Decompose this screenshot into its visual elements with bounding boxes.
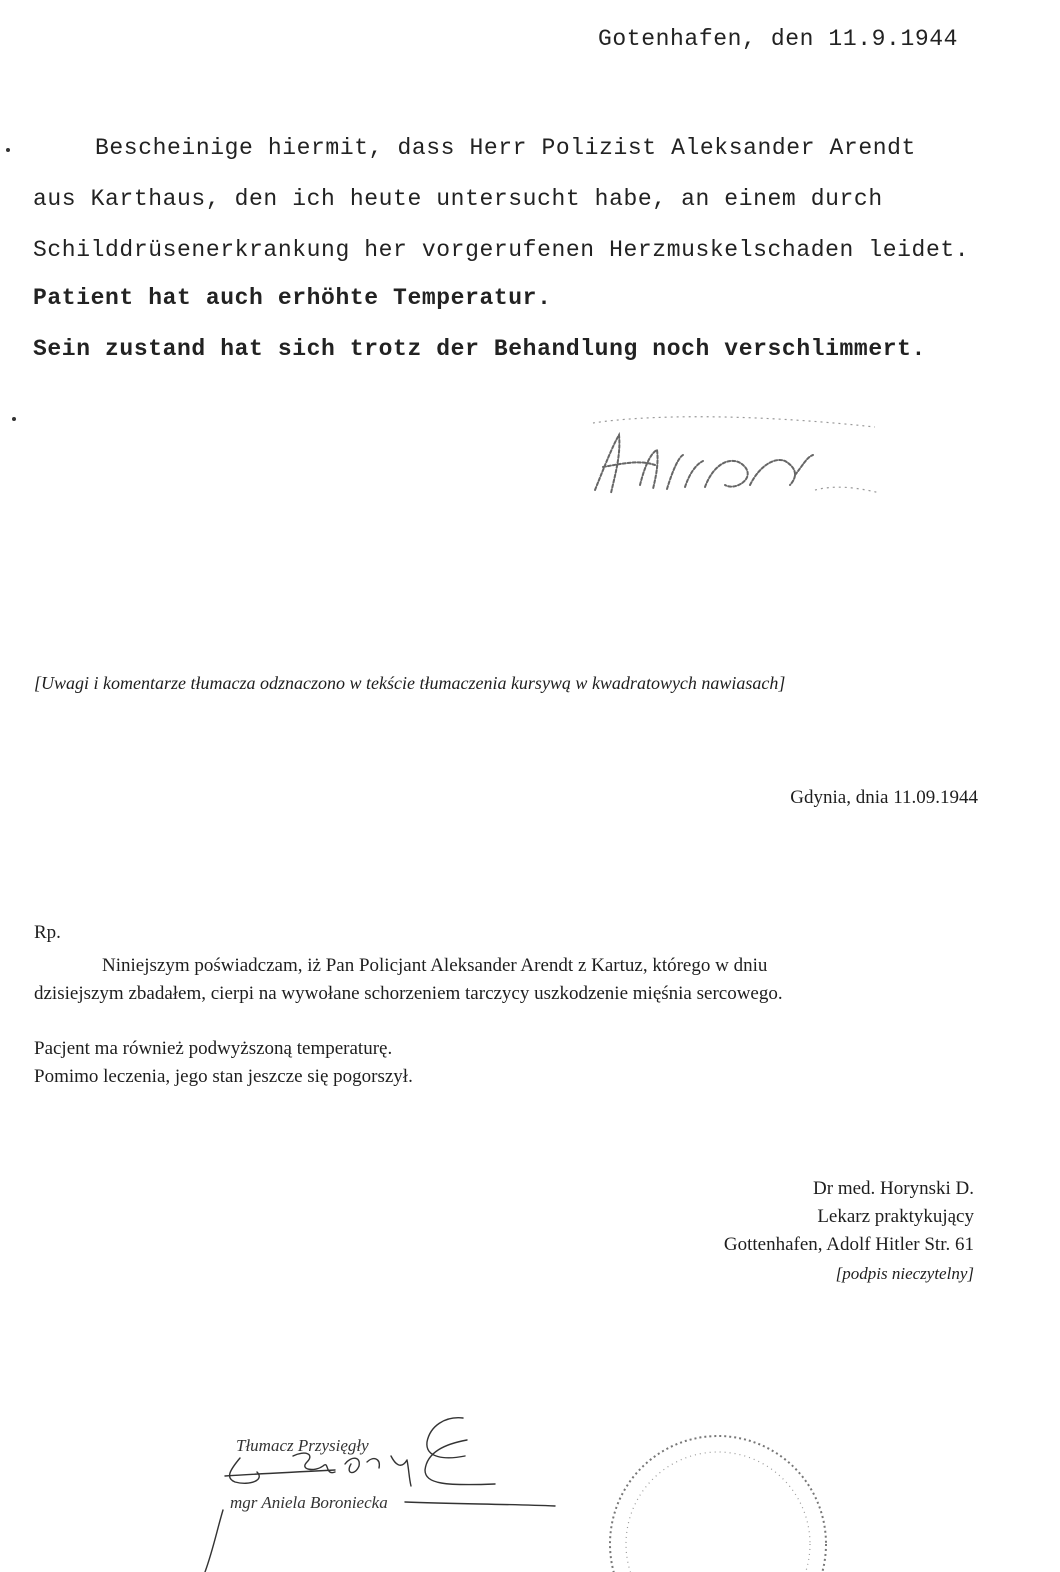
translation-paragraph-1-line-2: dzisiejszym zbadałem, cierpi na wywołane schorzeniem tarczycy uszkodzenie mięśnia sercowego. bbox=[34, 983, 783, 1004]
german-line-3: Schilddrüsenerkrankung her vorgerufenen Herzmuskelschaden leidet. bbox=[33, 237, 970, 263]
german-line-2: aus Karthaus, den ich heute untersucht habe, an einem durch bbox=[33, 186, 883, 212]
translator-title: Tłumacz Przysięgły bbox=[236, 1436, 369, 1455]
doctor-signature bbox=[585, 405, 885, 505]
translator-note: [Uwagi i komentarze tłumacza odznaczono w tekście tłumaczenia kursywą w kwadratowych nawiasach] bbox=[34, 673, 786, 693]
doctor-address: Gottenhafen, Adolf Hitler Str. 61 bbox=[723, 1234, 974, 1255]
german-date: Gotenhafen, den 11.9.1944 bbox=[598, 26, 959, 52]
translator-name: mgr Aniela Boroniecka bbox=[230, 1493, 388, 1512]
doctor-name: Dr med. Horynski D. bbox=[813, 1178, 974, 1199]
scan-speck bbox=[12, 417, 16, 421]
doctor-title: Lekarz praktykujący bbox=[817, 1206, 974, 1227]
translation-paragraph-2-line-2: Pomimo leczenia, jego stan jeszcze się pogorszył. bbox=[34, 1066, 413, 1087]
translation-date: Gdynia, dnia 11.09.1944 bbox=[790, 787, 978, 808]
signature-note: [podpis nieczytelny] bbox=[835, 1264, 974, 1283]
german-line-1: Bescheinige hiermit, dass Herr Polizist Aleksander Arendt bbox=[95, 135, 916, 161]
round-stamp bbox=[598, 1432, 838, 1572]
translation-paragraph-2-line-1: Pacjent ma również podwyższoną temperaturę. bbox=[34, 1038, 393, 1059]
scan-speck bbox=[6, 148, 10, 152]
german-line-5: Sein zustand hat sich trotz der Behandlung noch verschlimmert. bbox=[33, 336, 926, 362]
translator-signature bbox=[195, 1410, 565, 1572]
rp-label: Rp. bbox=[34, 922, 61, 943]
german-line-4: Patient hat auch erhöhte Temperatur. bbox=[33, 285, 552, 311]
translation-paragraph-1-line-1: Niniejszym poświadczam, iż Pan Policjant Aleksander Arendt z Kartuz, którego w dniu bbox=[102, 955, 768, 976]
